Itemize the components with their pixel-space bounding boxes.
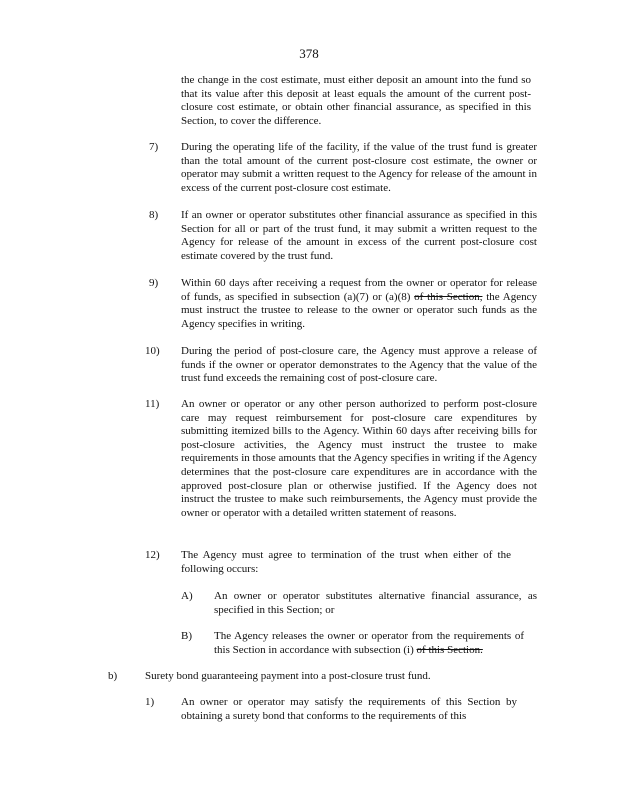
item-label-11: 11) [145, 398, 160, 410]
subitem-text-b [214, 630, 524, 657]
subitem-label-b: B) [181, 630, 192, 642]
item-text-8: If an owner or operator substitutes other financial assurance as specified in this Section for all or part of the trust fund, it may submit a written request to the Agency for release of the amount in excess of the current post-closure cost estimate covered by the trust fund. [181, 209, 537, 262]
item-label-b1: 1) [145, 696, 155, 708]
item-label-12: 12) [145, 549, 160, 561]
item-9-text-part2: the Agency must instruct the trustee to release to the owner or operator such funds as the Agency specifies in writing. [181, 290, 538, 330]
item-9-text-part1: Within 60 days after receiving a request from the owner or operator for release of funds, as specified in subsection (a)(7) or (a)(8) [181, 277, 537, 303]
item-label-7: 7) [149, 141, 159, 153]
subitem-b-text: The Agency releases the owner or operator from the requirements of this Section in accordance with subsection (i) [214, 630, 524, 656]
subitem-text-a: An owner or operator substitutes alternative financial assurance, as specified in this Section; or [214, 590, 537, 616]
item-text-b1: An owner or operator may satisfy the requirements of this Section by obtaining a surety bond that conforms to the requirements of this [181, 696, 517, 722]
intro-paragraph: the change in the cost estimate, must either deposit an amount into the fund so that its value after this deposit at least equals the amount of the current post-closure cost estimate, or obtain other financial assurance, as specified in this Section, to cover the difference. [181, 74, 531, 127]
item-text-12: The Agency must agree to termination of the trust when either of the following occurs: [181, 549, 511, 575]
subitem-label-a: A) [181, 590, 193, 602]
item-text-7: During the operating life of the facility, if the value of the trust fund is greater than the total amount of the current post-closure cost estimate, the owner or operator may submit a written request to the Agency for release of the amount in excess of the current post-closure cost estimate. [181, 141, 537, 194]
subitem-b-struck-text: of this Section. [416, 643, 483, 656]
item-text-9 [181, 277, 537, 331]
section-b-heading: Surety bond guaranteeing payment into a post-closure trust fund. [145, 670, 431, 682]
item-label-10: 10) [145, 345, 160, 357]
item-text-10: During the period of post-closure care, the Agency must approve a release of funds if the owner or operator demonstrates to the Agency that the value of the trust fund exceeds the remaining cost of post-closure care. [181, 345, 537, 385]
page-number: 378 [299, 46, 319, 61]
section-label-b: b) [108, 670, 118, 682]
item-9-struck-text: of this Section, [414, 290, 483, 303]
item-label-9: 9) [149, 277, 159, 289]
item-text-11: An owner or operator or any other person authorized to perform post-closure care may request reimbursement for post-closure care expenditures by submitting itemized bills to the Agency. Within 60 days after receiving bills for post-closure activities, the Agency must instruct the trustee to make requirements in those amounts that the Agency specifies in writing if the Agency determines that the post-closure care expenditures are in accordance with the approved post-closure plan or otherwise justified. If the Agency does not instruct the trustee to make such reimbursements, the Agency must provide the owner or operator with a detailed written statement of reasons. [181, 398, 537, 519]
item-label-8: 8) [149, 209, 159, 221]
